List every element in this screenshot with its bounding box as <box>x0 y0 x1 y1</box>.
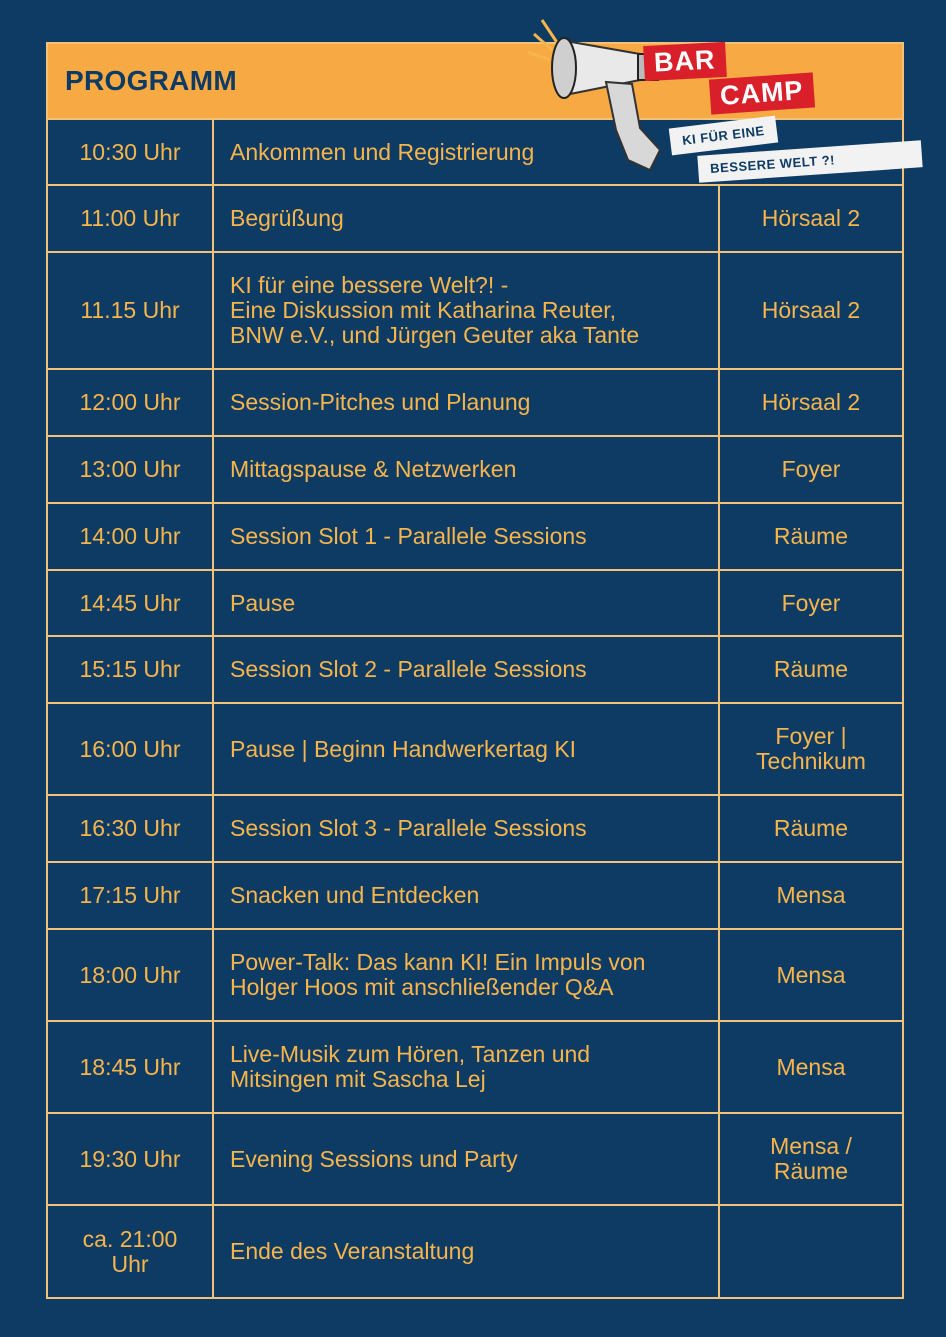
room-cell-text: Foyer | Technikum <box>756 723 866 774</box>
time-cell-text: 14:00 Uhr <box>79 523 181 549</box>
time-cell <box>48 186 214 251</box>
time-cell-text: 16:30 Uhr <box>79 815 181 841</box>
room-cell-text: Räume <box>773 815 849 841</box>
title-cell-text: Session Slot 2 - Parallele Sessions <box>230 656 587 682</box>
title-cell-text: Session Slot 3 - Parallele Sessions <box>230 815 587 841</box>
time-cell-text: 18:45 Uhr <box>79 1053 181 1080</box>
room-cell <box>718 930 902 1020</box>
time-cell-text: 11.15 Uhr <box>80 297 180 323</box>
time-cell <box>48 370 214 435</box>
title-cell-text: Pause <box>230 589 296 616</box>
time-cell-text: 11:00 Uhr <box>80 205 180 231</box>
room-cell-text: Mensa <box>776 1053 846 1080</box>
time-cell-text: 15:15 Uhr <box>79 656 181 682</box>
room-cell <box>718 437 902 502</box>
title-cell-text: Evening Sessions und Party <box>230 1145 518 1172</box>
table-row <box>48 253 902 370</box>
table-row <box>48 863 902 930</box>
time-cell <box>48 637 214 702</box>
time-cell <box>48 1206 214 1297</box>
table-row <box>48 504 902 571</box>
time-cell <box>48 930 214 1020</box>
time-cell-text: 16:00 Uhr <box>79 735 181 762</box>
title-cell <box>214 186 718 251</box>
time-cell-text: 14:45 Uhr <box>79 589 181 616</box>
time-cell <box>48 796 214 861</box>
time-cell <box>48 1022 214 1112</box>
table-row <box>48 571 902 637</box>
title-cell-text: Ende des Veranstaltung <box>230 1238 475 1264</box>
room-cell-text: Hörsaal 2 <box>761 297 861 323</box>
time-cell <box>48 437 214 502</box>
title-cell <box>214 863 718 928</box>
title-cell-text: Power-Talk: Das kann KI! Ein Impuls von Holger Hoos mit anschließender Q&A <box>230 949 646 1000</box>
title-cell <box>214 1114 718 1204</box>
time-cell <box>48 504 214 569</box>
time-cell-text: 10:30 Uhr <box>79 138 181 165</box>
room-cell-text: Mensa <box>776 882 846 908</box>
title-cell-text: Session Slot 1 - Parallele Sessions <box>230 523 587 549</box>
title-cell-text: Live-Musik zum Hören, Tanzen und Mitsingen mit Sascha Lej <box>230 1041 591 1092</box>
room-cell-text: Foyer <box>781 589 841 616</box>
room-cell <box>718 796 902 861</box>
title-cell <box>214 637 718 702</box>
title-cell <box>214 370 718 435</box>
room-cell <box>718 504 902 569</box>
room-cell <box>718 704 902 794</box>
time-cell <box>48 253 214 368</box>
megaphone-icon <box>520 10 670 180</box>
table-row <box>48 186 902 253</box>
time-cell <box>48 704 214 794</box>
time-cell-text: ca. 21:00 Uhr <box>82 1225 178 1277</box>
title-cell-text: Begrüßung <box>230 205 344 231</box>
time-cell <box>48 1114 214 1204</box>
table-row <box>48 1022 902 1114</box>
room-cell <box>718 637 902 702</box>
title-cell <box>214 253 718 368</box>
table-row <box>48 637 902 704</box>
title-cell-text: KI für eine bessere Welt?! - Eine Diskussion mit Katharina Reuter, BNW e.V., und Jürgen Geuter aka Tante <box>230 272 640 348</box>
room-cell-text: Hörsaal 2 <box>761 205 861 231</box>
time-cell <box>48 863 214 928</box>
room-cell <box>718 1206 902 1297</box>
title-cell-text: Mittagspause & Netzwerken <box>230 456 517 482</box>
room-cell <box>718 1022 902 1112</box>
table-row <box>48 1206 902 1297</box>
room-cell <box>718 571 902 635</box>
room-cell <box>718 253 902 368</box>
title-cell <box>214 1022 718 1112</box>
room-cell-text: Räume <box>773 523 849 549</box>
table-row <box>48 704 902 796</box>
page-title: PROGRAMM <box>65 65 237 96</box>
room-cell <box>718 370 902 435</box>
room-cell-text: Foyer <box>781 456 841 482</box>
time-cell-text: 12:00 Uhr <box>79 389 181 415</box>
schedule-rows <box>48 120 902 1297</box>
title-cell <box>214 504 718 569</box>
title-cell <box>214 796 718 861</box>
title-cell-text: Session-Pitches und Planung <box>230 389 531 415</box>
camp-label: CAMP <box>709 72 815 114</box>
title-cell <box>214 930 718 1020</box>
title-cell-text: Snacken und Entdecken <box>230 882 480 908</box>
room-cell <box>718 186 902 251</box>
time-cell <box>48 120 214 184</box>
time-cell-text: 18:00 Uhr <box>79 961 181 988</box>
time-cell-text: 13:00 Uhr <box>79 456 181 482</box>
room-cell-text: Hörsaal 2 <box>761 389 861 415</box>
time-cell <box>48 571 214 635</box>
title-cell <box>214 437 718 502</box>
room-cell <box>718 1114 902 1204</box>
title-cell-text: Ankommen und Registrierung <box>230 138 535 165</box>
time-cell-text: 19:30 Uhr <box>79 1145 181 1172</box>
program-table <box>46 42 904 1299</box>
table-row <box>48 1114 902 1206</box>
table-row <box>48 437 902 504</box>
title-cell-text: Pause | Beginn Handwerkertag KI <box>230 735 577 762</box>
title-cell <box>214 704 718 794</box>
title-cell <box>214 571 718 635</box>
tagline-2: BESSERE WELT ?! <box>697 140 922 183</box>
time-cell-text: 17:15 Uhr <box>79 882 181 908</box>
room-cell-text: Mensa <box>776 961 846 988</box>
table-row <box>48 370 902 437</box>
table-row <box>48 796 902 863</box>
room-cell-text: Räume <box>773 656 849 682</box>
room-cell-text: Mensa / Räume <box>770 1133 852 1184</box>
table-row <box>48 930 902 1022</box>
barcamp-badge <box>520 10 930 190</box>
bar-label: BAR <box>643 42 726 81</box>
title-cell <box>214 1206 718 1297</box>
tagline-1: KI FÜR EINE <box>669 116 778 156</box>
room-cell <box>718 863 902 928</box>
